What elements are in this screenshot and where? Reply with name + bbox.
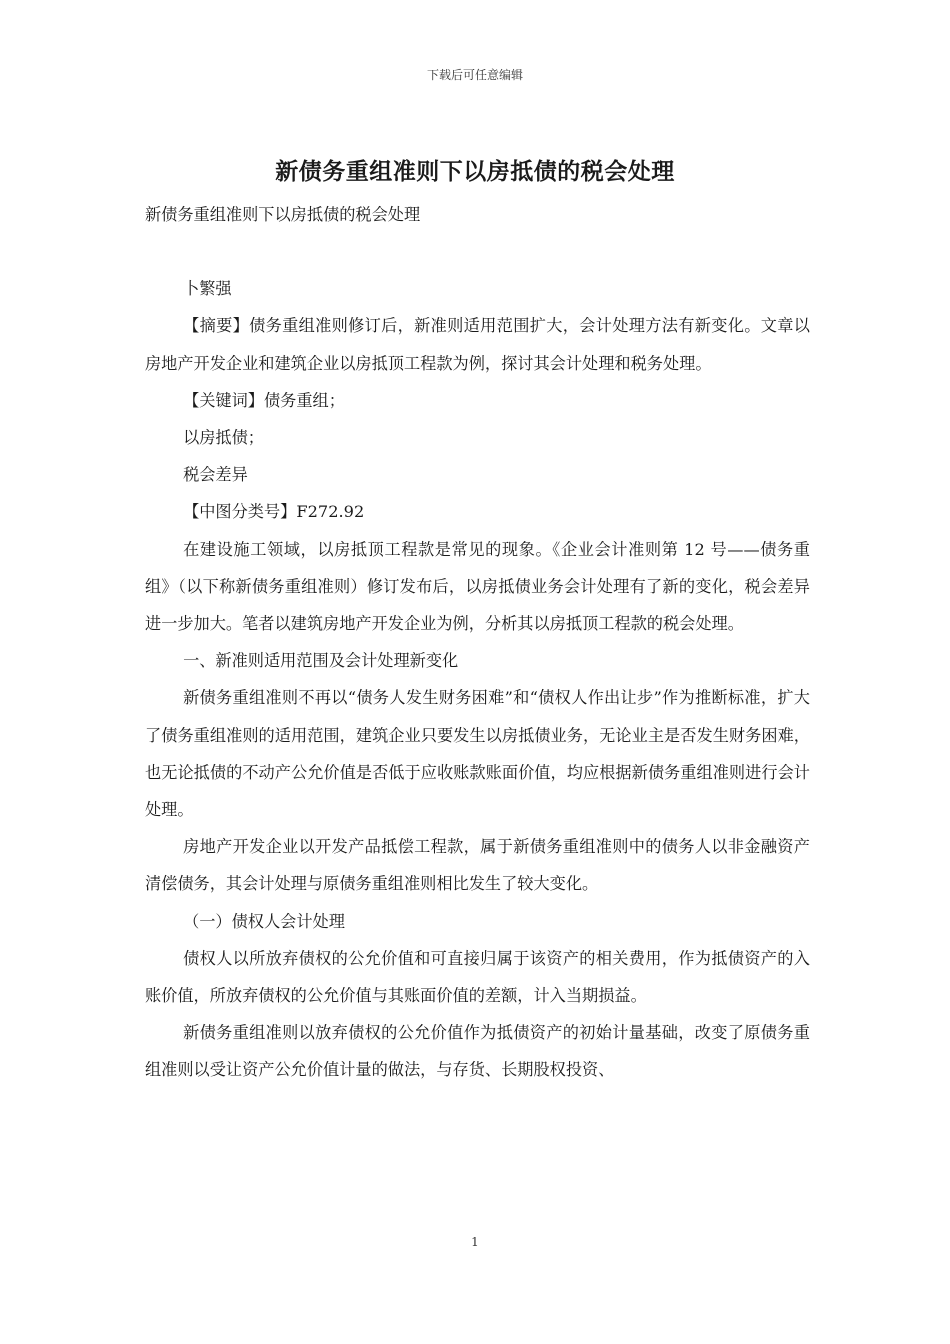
classification-number: 【中图分类号】F272.92: [183, 502, 365, 522]
author-name: 卜繁强: [183, 279, 232, 299]
keyword-item: 税会差异: [183, 465, 248, 485]
body-paragraph: 新债务重组准则不再以“债务人发生财务困难”和“债权人作出让步”作为推断标准，扩大了债务重组准则的适用范围，建筑企业只要发生以房抵债业务，无论业主是否发生财务困难，也无论抵债的不动产公允价值是否低于应收账款账面价值，均应根据新债务重组准则进行会计处理。: [145, 688, 810, 820]
document-subtitle: 新债务重组准则下以房抵债的税会处理: [145, 205, 421, 224]
body-paragraph: 债权人以所放弃债权的公允价值和可直接归属于该资产的相关费用，作为抵债资产的入账价值，所放弃债权的公允价值与其账面价值的差额，计入当期损益。: [145, 948, 810, 1006]
keywords-line: 【关键词】债务重组；: [183, 390, 345, 410]
document-body: [145, 196, 810, 1089]
body-paragraph: 在建设施工领域，以房抵顶工程款是常见的现象。《企业会计准则第 12 号——债务重组》（以下称新债务重组准则）修订发布后，以房抵债业务会计处理有了新的变化，税会差异进一步加大。笔者以建筑房地产开发企业为例，分析其以房抵顶工程款的税会处理。: [145, 539, 810, 634]
blank-line: [145, 233, 810, 270]
subsection-heading: （一）债权人会计处理: [183, 911, 345, 931]
abstract-paragraph: 【摘要】债务重组准则修订后，新准则适用范围扩大，会计处理方法有新变化。文章以房地产开发企业和建筑企业以房抵顶工程款为例，探讨其会计处理和税务处理。: [145, 316, 810, 373]
page-number: 1: [471, 1235, 479, 1249]
body-paragraph: 新债务重组准则以放弃债权的公允价值作为抵债资产的初始计量基础，改变了原债务重组准则以受让资产公允价值计量的做法，与存货、长期股权投资、: [145, 1023, 810, 1080]
keyword-item: 以房抵债；: [183, 428, 264, 448]
header-note: 下载后可任意编辑: [426, 68, 523, 82]
section-heading: 一、新准则适用范围及会计处理新变化: [183, 651, 459, 671]
document-title: 新债务重组准则下以房抵债的税会处理: [275, 159, 675, 185]
body-paragraph: 房地产开发企业以开发产品抵偿工程款，属于新债务重组准则中的债务人以非金融资产清偿债务，其会计处理与原债务重组准则相比发生了较大变化。: [145, 837, 810, 894]
